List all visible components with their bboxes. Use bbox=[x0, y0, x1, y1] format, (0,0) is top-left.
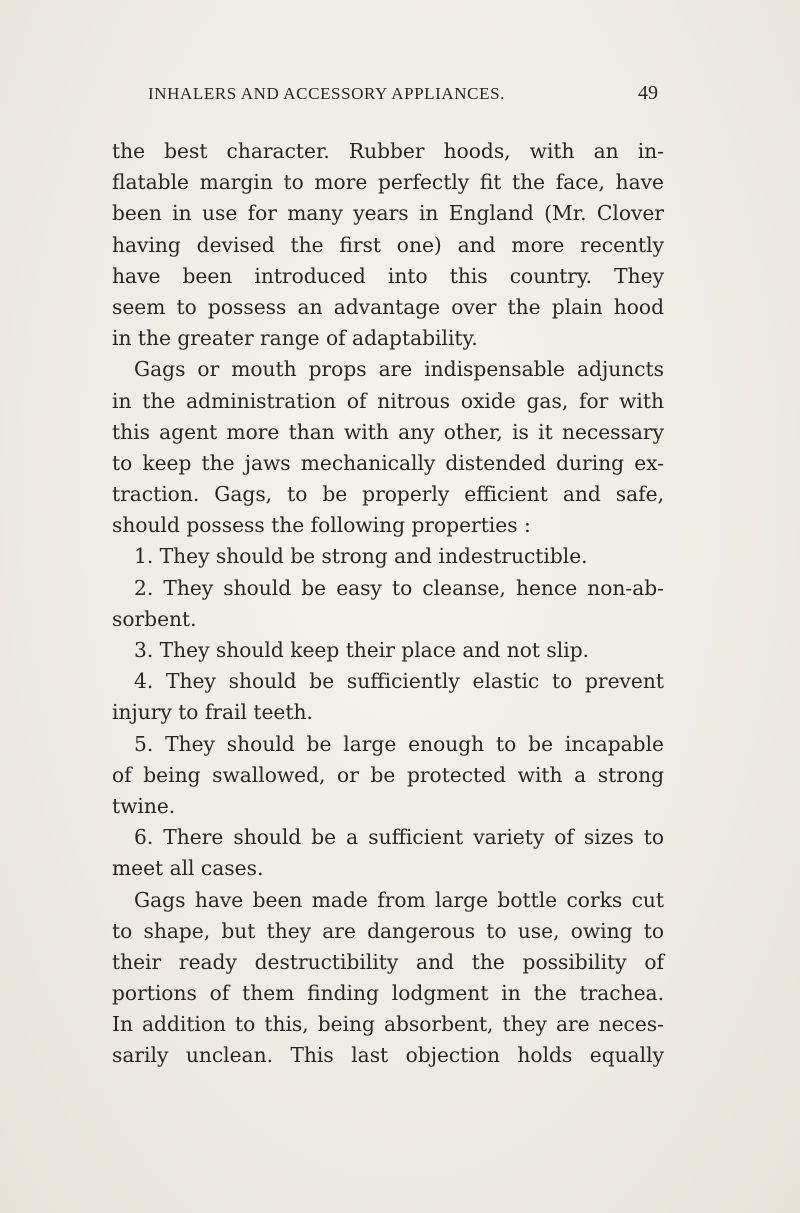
text-line: sarily unclean. This last objection holds equally bbox=[112, 1043, 664, 1068]
text-line: should possess the following properties : bbox=[112, 513, 531, 538]
text-line: portions of them finding lodgment in the trachea. bbox=[112, 981, 664, 1006]
text-line: their ready destructibility and the possibility of bbox=[112, 949, 664, 974]
text-line: 3. They should keep their place and not slip. bbox=[134, 638, 590, 662]
text-line: in the greater range of adaptability. bbox=[112, 326, 478, 351]
text-line: of being swallowed, or be protected with a strong bbox=[112, 762, 664, 787]
text-line: to keep the jaws mechanically distended during ex- bbox=[112, 450, 664, 475]
text-line: have been introduced into this country. They bbox=[112, 263, 664, 288]
text-line: sorbent. bbox=[112, 606, 197, 631]
body-text bbox=[112, 136, 664, 1072]
text-line: been in use for many years in England (Mr. Clover bbox=[112, 201, 664, 226]
text-line: seem to possess an advantage over the plain hood bbox=[112, 294, 664, 319]
page-header bbox=[148, 84, 658, 114]
text-line: meet all cases. bbox=[112, 856, 264, 881]
text-line: flatable margin to more perfectly fit the face, have bbox=[112, 170, 664, 195]
text-line: injury to frail teeth. bbox=[112, 700, 313, 725]
text-line: 2. They should be easy to cleanse, hence non-ab- bbox=[134, 575, 664, 600]
text-line: in the administration of nitrous oxide gas, for with bbox=[112, 388, 664, 413]
text-line: Gags have been made from large bottle corks cut bbox=[134, 887, 664, 912]
text-line: having devised the first one) and more recently bbox=[112, 232, 664, 257]
text-line: In addition to this, being absorbent, they are neces- bbox=[112, 1012, 664, 1037]
running-title: INHALERS AND ACCESSORY APPLIANCES. bbox=[148, 84, 506, 103]
page-number: 49 bbox=[638, 82, 658, 104]
text-line: twine. bbox=[112, 793, 176, 818]
text-line: 6. There should be a sufficient variety of sizes to bbox=[134, 825, 664, 850]
text-line: this agent more than with any other, is it necessary bbox=[112, 419, 664, 444]
text-line: 4. They should be sufficiently elastic to prevent bbox=[134, 669, 664, 694]
text-line: traction. Gags, to be properly efficient and safe, bbox=[112, 482, 664, 507]
text-line: 5. They should be large enough to be incapable bbox=[134, 731, 664, 756]
text-line: 1. They should be strong and indestructible. bbox=[134, 544, 588, 569]
text-line: Gags or mouth props are indispensable adjuncts bbox=[134, 357, 664, 382]
text-line: the best character. Rubber hoods, with an in- bbox=[112, 139, 664, 163]
text-line: to shape, but they are dangerous to use, owing to bbox=[112, 918, 664, 943]
